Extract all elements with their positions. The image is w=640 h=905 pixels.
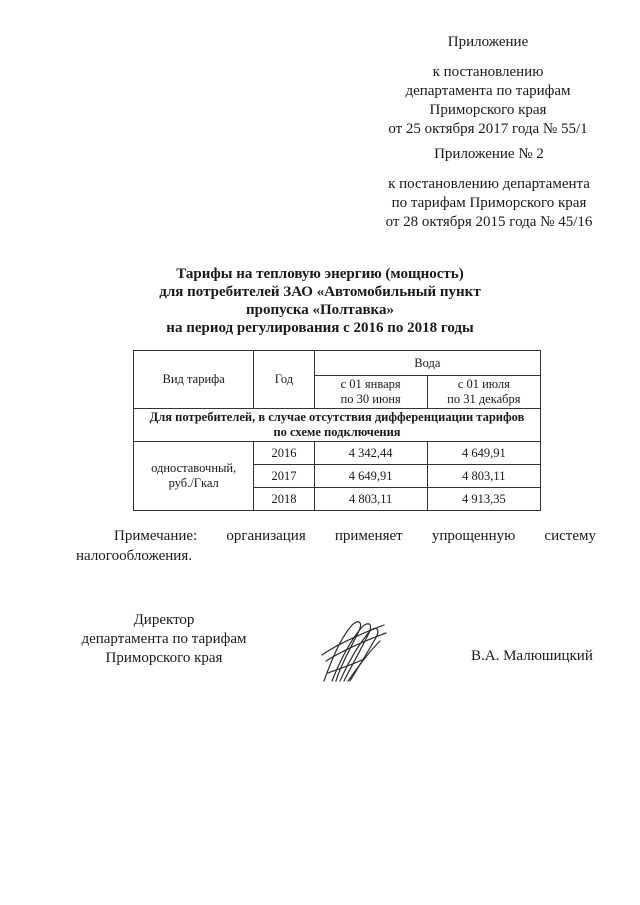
header-water: Вода xyxy=(314,351,540,376)
appendix2-line: от 28 октября 2015 года № 45/16 xyxy=(385,214,593,230)
tariff-table xyxy=(133,350,541,511)
appendix2-line: по тарифам Приморского края xyxy=(391,195,587,211)
appendix-line: Приморского края xyxy=(429,102,547,118)
tariff-value-h1: 4 803,11 xyxy=(314,488,427,511)
appendix-line: от 25 октября 2017 года № 55/1 xyxy=(388,121,588,137)
tariff-value-h1: 4 342,44 xyxy=(314,442,427,465)
note-line-1 xyxy=(76,527,596,546)
note-word: применяет xyxy=(334,528,403,544)
table-subheader-row xyxy=(134,409,541,442)
appendix-title: Приложение xyxy=(447,34,529,50)
note-word: Примечание: xyxy=(114,528,198,544)
note-paragraph xyxy=(76,527,596,566)
signatory-name: В.А. Малюшицкий xyxy=(471,648,593,664)
period-1-from: с 01 января xyxy=(340,377,401,391)
tariff-value-h2: 4 649,91 xyxy=(427,442,540,465)
period-2-to: по 31 декабря xyxy=(447,392,521,406)
header-period-2 xyxy=(427,376,540,409)
period-1-to: по 30 июня xyxy=(340,392,401,406)
document-title xyxy=(0,265,640,337)
table-row xyxy=(134,442,541,465)
title-line: для потребителей ЗАО «Автомобильный пункт xyxy=(159,284,481,300)
subheader-cell xyxy=(134,409,541,442)
tariff-value-h2: 4 803,11 xyxy=(427,465,540,488)
tariff-type-line: одноставочный, xyxy=(151,461,237,475)
note-line-2: налогообложения. xyxy=(76,548,192,564)
subheader-line: по схеме подключения xyxy=(273,425,401,439)
table-header-row xyxy=(134,351,541,376)
note-word: упрощенную xyxy=(431,528,516,544)
appendix2-header xyxy=(361,145,617,232)
year-cell: 2016 xyxy=(254,442,314,465)
title-line: Тарифы на тепловую энергию (мощность) xyxy=(176,266,464,282)
period-2-from: с 01 июля xyxy=(457,377,510,391)
position-line: департамента по тарифам xyxy=(81,631,247,647)
appendix-line: к постановлению xyxy=(432,64,544,80)
note-word: организация xyxy=(226,528,306,544)
year-cell: 2017 xyxy=(254,465,314,488)
header-year: Год xyxy=(254,351,314,409)
tariff-value-h1: 4 649,91 xyxy=(314,465,427,488)
appendix2-line: к постановлению департамента xyxy=(388,176,590,192)
title-line: на период регулирования с 2016 по 2018 годы xyxy=(166,320,474,336)
tariff-value-h2: 4 913,35 xyxy=(427,488,540,511)
header-tariff-type: Вид тарифа xyxy=(134,351,254,409)
signatory-position xyxy=(76,611,252,668)
year-cell: 2018 xyxy=(254,488,314,511)
appendix-line: департамента по тарифам xyxy=(405,83,571,99)
note-word: систему xyxy=(544,528,596,544)
title-line: пропуска «Полтавка» xyxy=(246,302,394,318)
position-line: Приморского края xyxy=(105,650,223,666)
signature-image xyxy=(318,615,388,687)
appendix-header xyxy=(368,33,608,139)
header-period-1 xyxy=(314,376,427,409)
subheader-line: Для потребителей, в случае отсутствия дифференциации тарифов xyxy=(149,410,525,424)
appendix2-title: Приложение № 2 xyxy=(434,146,544,162)
tariff-type-cell xyxy=(134,442,254,511)
position-line: Директор xyxy=(133,612,195,628)
tariff-type-line: руб./Гкал xyxy=(168,476,219,490)
